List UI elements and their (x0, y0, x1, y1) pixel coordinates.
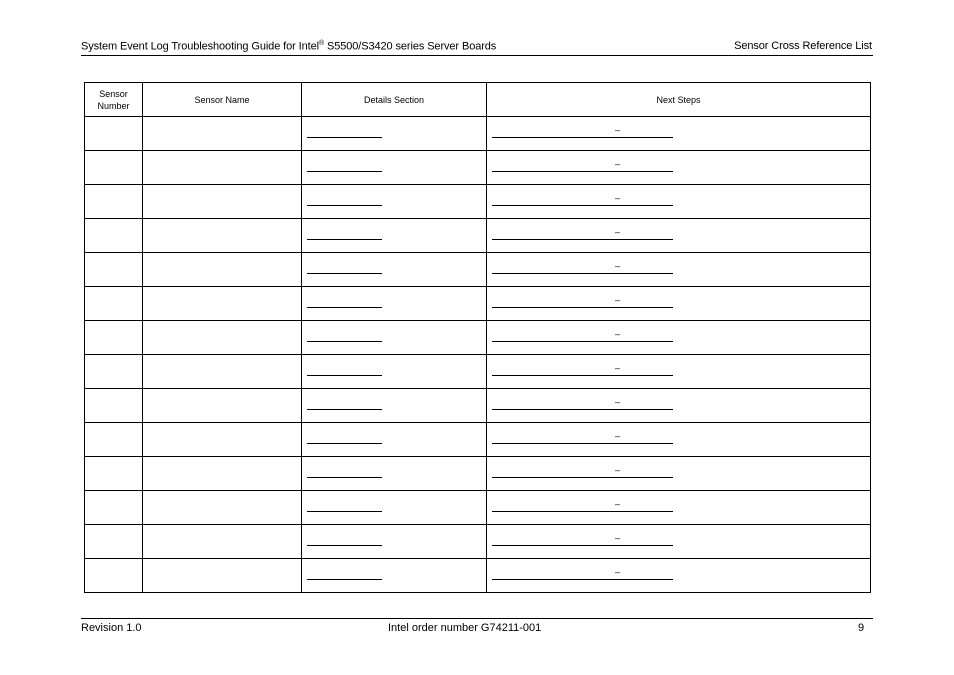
details-blank-line (307, 341, 382, 342)
column-header-sensor-number: Sensor Number (85, 83, 143, 117)
next-steps-cell (487, 185, 871, 219)
details-blank-line (307, 375, 382, 376)
next-steps-dash: – (615, 431, 621, 441)
next-steps-dash: – (615, 295, 621, 305)
next-steps-cell (487, 151, 871, 185)
next-steps-blank-line (492, 239, 673, 240)
next-steps-cell (487, 491, 871, 525)
next-steps-cell (487, 219, 871, 253)
sensor-number-cell (85, 491, 143, 525)
next-steps-cell (487, 287, 871, 321)
details-section-cell (302, 117, 487, 151)
details-blank-line (307, 307, 382, 308)
details-blank-line (307, 273, 382, 274)
sensor-name-cell (143, 151, 302, 185)
next-steps-dash: – (615, 397, 621, 407)
next-steps-blank-line (492, 307, 673, 308)
next-steps-blank-line (492, 205, 673, 206)
details-section-cell (302, 321, 487, 355)
next-steps-blank-line (492, 511, 673, 512)
details-section-cell (302, 525, 487, 559)
next-steps-blank-line (492, 545, 673, 546)
column-header-sensor-name: Sensor Name (143, 83, 302, 117)
table-header-row (85, 83, 871, 117)
sensor-name-cell (143, 457, 302, 491)
order-number: Intel order number G74211-001 (388, 622, 542, 634)
table-row (85, 287, 871, 321)
details-blank-line (307, 409, 382, 410)
next-steps-dash: – (615, 227, 621, 237)
details-section-cell (302, 559, 487, 593)
next-steps-cell (487, 117, 871, 151)
next-steps-cell (487, 525, 871, 559)
sensor-number-cell (85, 525, 143, 559)
revision-label: Revision 1.0 (81, 622, 142, 634)
next-steps-dash: – (615, 159, 621, 169)
details-blank-line (307, 205, 382, 206)
table-row (85, 321, 871, 355)
next-steps-blank-line (492, 137, 673, 138)
next-steps-dash: – (615, 499, 621, 509)
next-steps-cell (487, 457, 871, 491)
next-steps-cell (487, 253, 871, 287)
next-steps-blank-line (492, 409, 673, 410)
sensor-number-cell (85, 559, 143, 593)
details-section-cell (302, 151, 487, 185)
footer-rule (81, 618, 873, 619)
document-title (81, 40, 496, 53)
next-steps-cell (487, 559, 871, 593)
sensor-cross-reference-table (84, 82, 871, 593)
details-section-cell (302, 185, 487, 219)
details-blank-line (307, 443, 382, 444)
table-row (85, 185, 871, 219)
table-row (85, 389, 871, 423)
sensor-name-cell (143, 185, 302, 219)
details-section-cell (302, 389, 487, 423)
details-blank-line (307, 137, 382, 138)
sensor-number-cell (85, 253, 143, 287)
next-steps-dash: – (615, 125, 621, 135)
details-section-cell (302, 491, 487, 525)
sensor-number-cell (85, 287, 143, 321)
details-blank-line (307, 545, 382, 546)
sensor-name-cell (143, 389, 302, 423)
sensor-name-cell (143, 423, 302, 457)
next-steps-cell (487, 321, 871, 355)
sensor-number-cell (85, 117, 143, 151)
sensor-number-cell (85, 219, 143, 253)
next-steps-blank-line (492, 579, 673, 580)
details-blank-line (307, 477, 382, 478)
sensor-name-cell (143, 219, 302, 253)
sensor-number-cell (85, 457, 143, 491)
sensor-name-cell (143, 321, 302, 355)
sensor-name-cell (143, 491, 302, 525)
table-row (85, 355, 871, 389)
sensor-number-cell (85, 423, 143, 457)
next-steps-blank-line (492, 171, 673, 172)
next-steps-cell (487, 355, 871, 389)
sensor-name-cell (143, 287, 302, 321)
details-blank-line (307, 579, 382, 580)
column-header-details-section: Details Section (302, 83, 487, 117)
sensor-name-cell (143, 525, 302, 559)
table-row (85, 423, 871, 457)
details-section-cell (302, 253, 487, 287)
header-rule (81, 55, 873, 56)
next-steps-dash: – (615, 329, 621, 339)
table-row (85, 491, 871, 525)
document-title-prefix: System Event Log Troubleshooting Guide for Intel (81, 40, 319, 53)
sensor-number-cell (85, 321, 143, 355)
details-section-cell (302, 355, 487, 389)
details-section-cell (302, 457, 487, 491)
table-row (85, 253, 871, 287)
sensor-number-cell (85, 389, 143, 423)
details-blank-line (307, 171, 382, 172)
next-steps-dash: – (615, 465, 621, 475)
table-row (85, 151, 871, 185)
sensor-number-cell (85, 151, 143, 185)
next-steps-dash: – (615, 261, 621, 271)
details-section-cell (302, 423, 487, 457)
section-title: Sensor Cross Reference List (734, 40, 872, 52)
table-row (85, 525, 871, 559)
sensor-name-cell (143, 559, 302, 593)
details-blank-line (307, 239, 382, 240)
table-row (85, 219, 871, 253)
page-number: 9 (858, 622, 865, 634)
next-steps-blank-line (492, 341, 673, 342)
table-row (85, 117, 871, 151)
sensor-number-cell (85, 355, 143, 389)
next-steps-blank-line (492, 443, 673, 444)
next-steps-dash: – (615, 533, 621, 543)
details-section-cell (302, 219, 487, 253)
sensor-number-cell (85, 185, 143, 219)
next-steps-cell (487, 423, 871, 457)
table-row (85, 559, 871, 593)
sensor-name-cell (143, 117, 302, 151)
next-steps-blank-line (492, 375, 673, 376)
sensor-name-cell (143, 355, 302, 389)
details-blank-line (307, 511, 382, 512)
table-row (85, 457, 871, 491)
next-steps-blank-line (492, 477, 673, 478)
registered-mark: ® (318, 40, 325, 47)
next-steps-blank-line (492, 273, 673, 274)
next-steps-dash: – (615, 363, 621, 373)
column-header-next-steps: Next Steps (487, 83, 871, 117)
next-steps-cell (487, 389, 871, 423)
next-steps-dash: – (615, 193, 621, 203)
details-section-cell (302, 287, 487, 321)
sensor-name-cell (143, 253, 302, 287)
document-title-suffix: S5500/S3420 series Server Boards (324, 40, 497, 53)
next-steps-dash: – (615, 567, 621, 577)
